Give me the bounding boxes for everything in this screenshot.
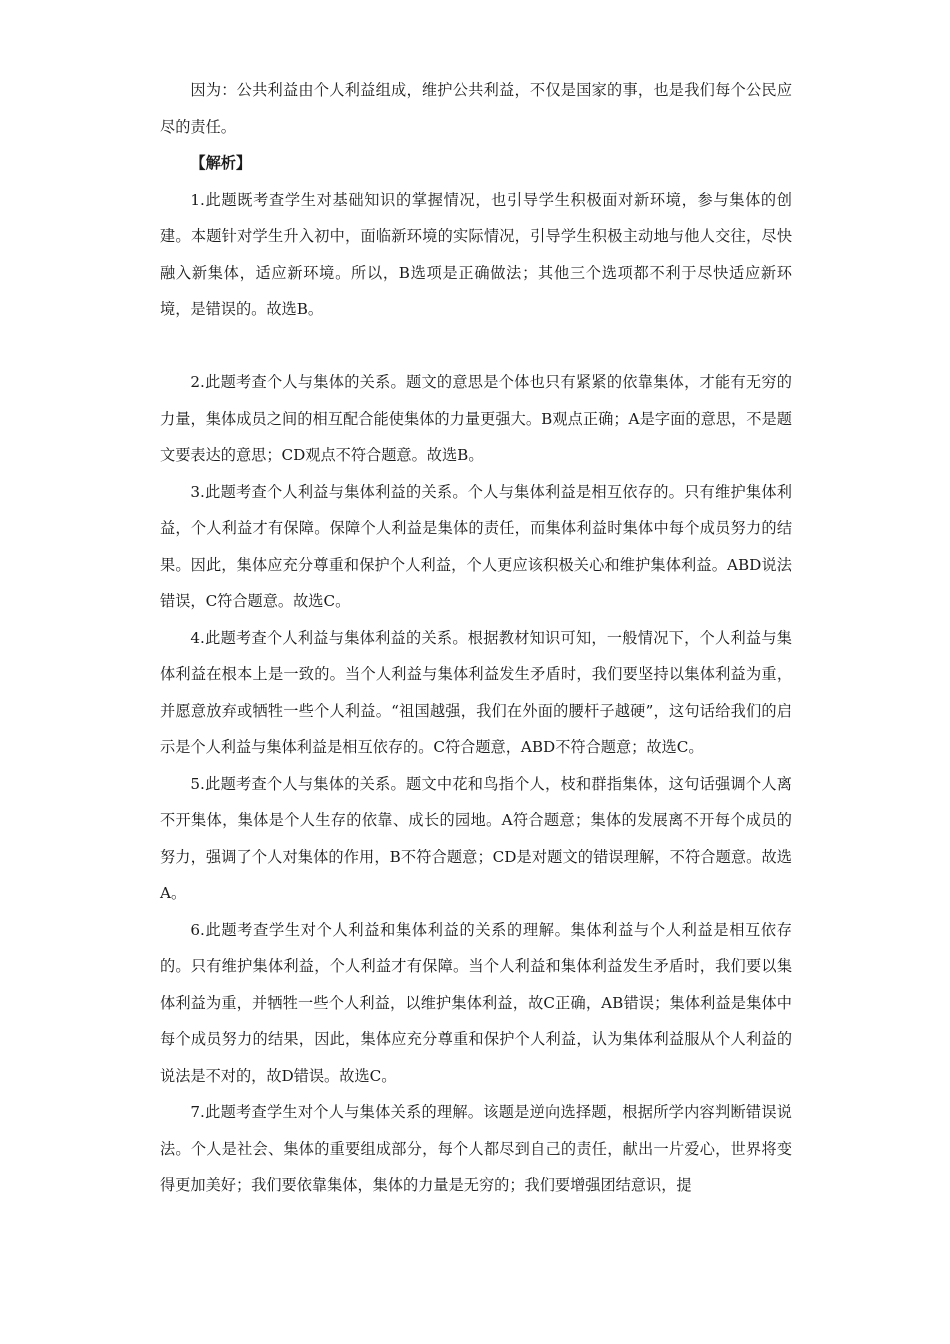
document-page <box>160 72 792 1204</box>
analysis-heading: 【解析】 <box>190 154 252 172</box>
analysis-item-4: 4.此题考查个人利益与集体利益的关系。根据教材知识可知，一般情况下，个人利益与集体利益在根本上是一致的。当个人利益与集体利益发生矛盾时，我们要坚持以集体利益为重，并愿意放弃或牺牲一些个人利益。“祖国越强，我们在外面的腰杆子越硬”，这句话给我们的启示是个人利益与集体利益是相互依存的。C符合题意，ABD不符合题意；故选C。 <box>160 628 792 756</box>
blank-line <box>160 328 792 365</box>
analysis-item-1: 1.此题既考查学生对基础知识的掌握情况，也引导学生积极面对新环境，参与集体的创建。本题针对学生升入初中，面临新环境的实际情况，引导学生积极主动地与他人交往，尽快融入新集体，适应新环境。所以，B选项是正确做法；其他三个选项都不利于尽快适应新环境，是错误的。故选B。 <box>160 190 792 318</box>
analysis-item-6: 6.此题考查学生对个人利益和集体利益的关系的理解。集体利益与个人利益是相互依存的。只有维护集体利益，个人利益才有保障。当个人利益和集体利益发生矛盾时，我们要以集体利益为重，并牺牲一些个人利益，以维护集体利益，故C正确，AB错误；集体利益是集体中每个成员努力的结果，因此，集体应充分尊重和保护个人利益，认为集体利益服从个人利益的说法是不对的，故D错误。故选C。 <box>160 920 792 1085</box>
intro-paragraph: 因为：公共利益由个人利益组成，维护公共利益，不仅是国家的事，也是我们每个公民应尽的责任。 <box>160 81 792 136</box>
analysis-item-2: 2.此题考查个人与集体的关系。题文的意思是个体也只有紧紧的依靠集体，才能有无穷的力量，集体成员之间的相互配合能使集体的力量更强大。B观点正确；A是字面的意思，不是题文要表达的意思；CD观点不符合题意。故选B。 <box>160 373 792 464</box>
analysis-item-7: 7.此题考查学生对个人与集体关系的理解。该题是逆向选择题，根据所学内容判断错误说法。个人是社会、集体的重要组成部分，每个人都尽到自己的责任，献出一片爱心，世界将变得更加美好；我们要依靠集体，集体的力量是无穷的；我们要增强团结意识，提 <box>160 1103 792 1194</box>
analysis-item-5: 5.此题考查个人与集体的关系。题文中花和鸟指个人，枝和群指集体，这句话强调个人离不开集体，集体是个人生存的依靠、成长的园地。A符合题意；集体的发展离不开每个成员的努力，强调了个人对集体的作用，B不符合题意；CD是对题文的错误理解，不符合题意。故选A。 <box>160 774 792 902</box>
analysis-item-3: 3.此题考查个人利益与集体利益的关系。个人与集体利益是相互依存的。只有维护集体利益，个人利益才有保障。保障个人利益是集体的责任，而集体利益时集体中每个成员努力的结果。因此，集体应充分尊重和保护个人利益，个人更应该积极关心和维护集体利益。ABD说法错误，C符合题意。故选C。 <box>160 482 792 610</box>
